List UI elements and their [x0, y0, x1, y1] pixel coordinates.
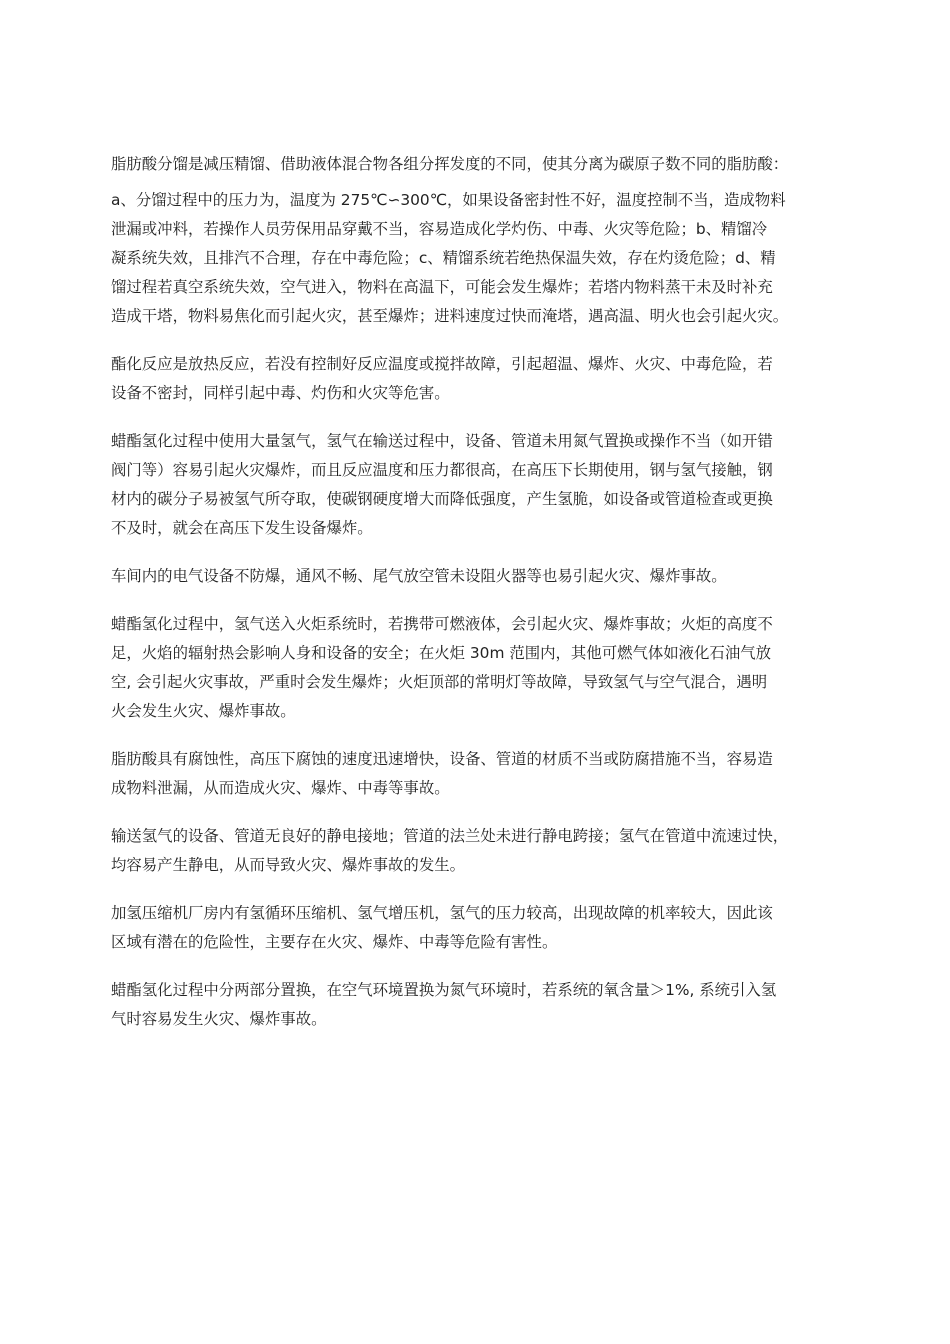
paragraph-electrical	[111, 562, 853, 591]
text-line: 空, 会引起火灾事故，严重时会发生爆炸；火炬顶部的常明灯等故障，导致氢气与空气混合，遇明	[111, 673, 768, 691]
text-line: a、分馏过程中的压力为，温度为 275℃∽300℃，如果设备密封性不好，温度控制不当，造成物料	[111, 191, 786, 209]
text-line: 蜡酯氢化过程中分两部分置换，在空气环境置换为氮气环境时，若系统的氧含量＞1%, 系统引入氢	[111, 981, 777, 999]
text-line: 造成干塔，物料易焦化而引起火灾，甚至爆炸；进料速度过快而淹塔，遇高温、明火也会引起火灾。	[111, 307, 789, 325]
paragraph-hydrogenation	[111, 427, 853, 543]
document-body	[111, 150, 853, 1053]
text-line: 车间内的电气设备不防爆，通风不畅、尾气放空管未设阻火器等也易引起火灾、爆炸事故。	[111, 567, 727, 585]
paragraph-corrosion	[111, 745, 853, 803]
text-line: 材内的碳分子易被氢气所夺取，使碳钢硬度增大而降低强度，产生氢脆，如设备或管道检查或更换	[111, 490, 773, 508]
text-line: 凝系统失效，且排汽不合理，存在中毒危险；c、精馏系统若绝热保温失效，存在灼烫危险；d、精	[111, 249, 776, 267]
text-line: 蜡酯氢化过程中，氢气送入火炬系统时，若携带可燃液体，会引起火灾、爆炸事故；火炬的高度不	[111, 615, 773, 633]
paragraph-esterification	[111, 350, 853, 408]
text-line: 脂肪酸具有腐蚀性，高压下腐蚀的速度迅速增快，设备、管道的材质不当或防腐措施不当，容易造	[111, 750, 773, 768]
text-line: 均容易产生静电，从而导致火灾、爆炸事故的发生。	[111, 856, 465, 874]
text-line: 区域有潜在的危险性，主要存在火灾、爆炸、中毒等危险有害性。	[111, 933, 558, 951]
paragraph-distillation-hazards	[111, 186, 853, 331]
text-line: 成物料泄漏，从而造成火灾、爆炸、中毒等事故。	[111, 779, 450, 797]
paragraph-intro	[111, 150, 853, 179]
paragraph-compressor-room	[111, 899, 853, 957]
text-line: 设备不密封，同样引起中毒、灼伤和火灾等危害。	[111, 384, 450, 402]
text-line: 足，火焰的辐射热会影响人身和设备的安全；在火炬 30m 范围内，其他可燃气体如液化石油气放	[111, 644, 771, 662]
text-line: 火会发生火灾、爆炸事故。	[111, 702, 296, 720]
paragraph-static-electricity	[111, 822, 853, 880]
text-line: 蜡酯氢化过程中使用大量氢气，氢气在输送过程中，设备、管道未用氮气置换或操作不当（如开错	[111, 432, 773, 450]
text-line: 酯化反应是放热反应，若没有控制好反应温度或搅拌故障，引起超温、爆炸、火灾、中毒危险，若	[111, 355, 773, 373]
text-line: 馏过程若真空系统失效，空气进入，物料在高温下，可能会发生爆炸；若塔内物料蒸干未及时补充	[111, 278, 773, 296]
text-line: 脂肪酸分馏是减压精馏、借助液体混合物各组分挥发度的不同，使其分离为碳原子数不同的脂肪酸：	[111, 155, 789, 173]
text-line: 泄漏或冲料，若操作人员劳保用品穿戴不当，容易造成化学灼伤、中毒、火灾等危险；b、精馏冷	[111, 220, 768, 238]
text-line: 不及时，就会在高压下发生设备爆炸。	[111, 519, 373, 537]
text-line: 加氢压缩机厂房内有氢循环压缩机、氢气增压机，氢气的压力较高，出现故障的机率较大，因此该	[111, 904, 773, 922]
text-line: 气时容易发生火灾、爆炸事故。	[111, 1010, 327, 1028]
paragraph-gas-replacement	[111, 976, 853, 1034]
text-line: 阀门等）容易引起火灾爆炸，而且反应温度和压力都很高，在高压下长期使用，钢与氢气接触，钢	[111, 461, 773, 479]
paragraph-flare-system	[111, 610, 853, 726]
text-line: 输送氢气的设备、管道无良好的静电接地；管道的法兰处未进行静电跨接；氢气在管道中流速过快，	[111, 827, 789, 845]
